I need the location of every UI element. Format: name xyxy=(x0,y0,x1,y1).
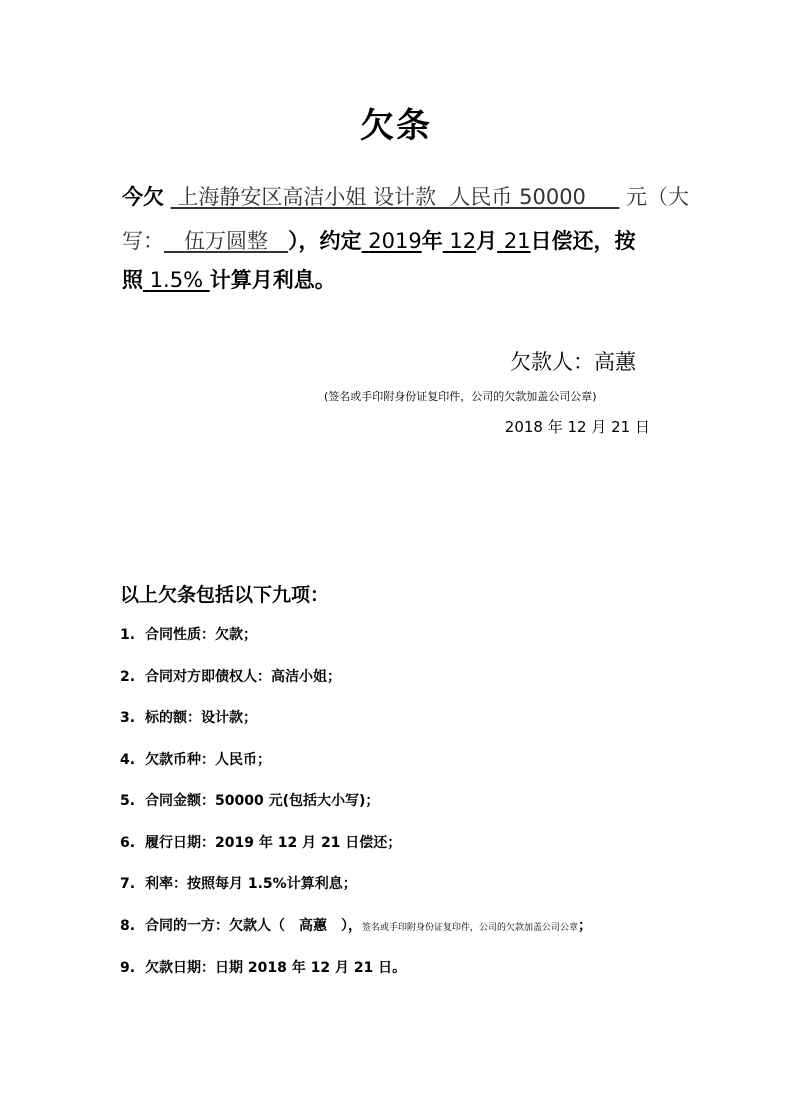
item-text: 履行日期：2019 年 12 月 21 日偿还； xyxy=(145,835,402,851)
list-item xyxy=(120,873,357,893)
item-tail: ； xyxy=(578,918,593,934)
item-number: 2. xyxy=(120,669,136,685)
year-unit: 年 xyxy=(421,229,443,253)
body-line-2 xyxy=(122,227,636,255)
item-number: 6. xyxy=(120,835,136,851)
list-item xyxy=(120,666,341,686)
amount-words-field: 伍万圆整 xyxy=(184,229,269,253)
month-field: 12 xyxy=(449,229,477,253)
document-title: 欠条 xyxy=(360,106,432,146)
list-item xyxy=(120,832,401,852)
owe-prefix: 今欠 xyxy=(122,185,164,209)
write-prefix: 写： xyxy=(122,229,164,253)
item-text: 利率：按照每月 1.5%计算利息； xyxy=(145,876,357,892)
list-item xyxy=(120,749,271,769)
item-number: 7. xyxy=(120,876,136,892)
rate-field: 1.5% xyxy=(149,268,204,292)
issue-date: 2018 年 12 月 21 日 xyxy=(504,418,650,436)
list-title: 以上欠条包括以下九项： xyxy=(120,584,330,606)
item-number: 3. xyxy=(120,710,136,726)
item-text: 合同的一方：欠款人（ 高蕙 ）， xyxy=(145,918,362,934)
list-item xyxy=(120,624,257,644)
creditor-field: 上海静安区高洁小姐 设计款 人民币 50000 xyxy=(177,185,586,209)
body-line-3 xyxy=(122,266,336,294)
repay-text: 日偿还，按 xyxy=(530,229,636,253)
year-field: 2019 xyxy=(368,229,422,253)
item-text: 欠款币种：人民币； xyxy=(145,752,271,768)
month-unit: 月 xyxy=(476,229,498,253)
list-item xyxy=(120,790,379,810)
item-number: 4. xyxy=(120,752,136,768)
agree-text: ），约定 xyxy=(288,229,362,253)
list-item xyxy=(120,707,257,727)
item-text: 标的额：设计款； xyxy=(145,710,257,726)
item-number: 8. xyxy=(120,918,136,934)
item-number: 1. xyxy=(120,627,136,643)
body-line-1 xyxy=(122,183,689,211)
item-number: 5. xyxy=(120,793,136,809)
list-item xyxy=(120,915,592,935)
debtor-signature: 欠款人：高蕙 xyxy=(510,350,636,374)
item-number: 9. xyxy=(120,960,136,976)
item-text: 合同金额：50000 元(包括大小写)； xyxy=(145,793,380,809)
item-note: 签名或手印附身份证复印件，公司的欠款加盖公司公章 xyxy=(362,923,579,933)
list-item xyxy=(120,957,406,977)
day-field: 21 xyxy=(503,229,531,253)
item-text: 合同对方即债权人：高洁小姐； xyxy=(145,669,341,685)
interest-text: 计算月利息。 xyxy=(209,268,336,292)
unit-text: 元（大 xyxy=(626,185,689,209)
by-prefix: 照 xyxy=(122,268,143,292)
signature-note: (签名或手印附身份证复印件，公司的欠款加盖公司公章) xyxy=(324,390,597,403)
item-text: 合同性质：欠款； xyxy=(145,627,257,643)
item-text: 欠款日期：日期 2018 年 12 月 21 日。 xyxy=(145,960,407,976)
